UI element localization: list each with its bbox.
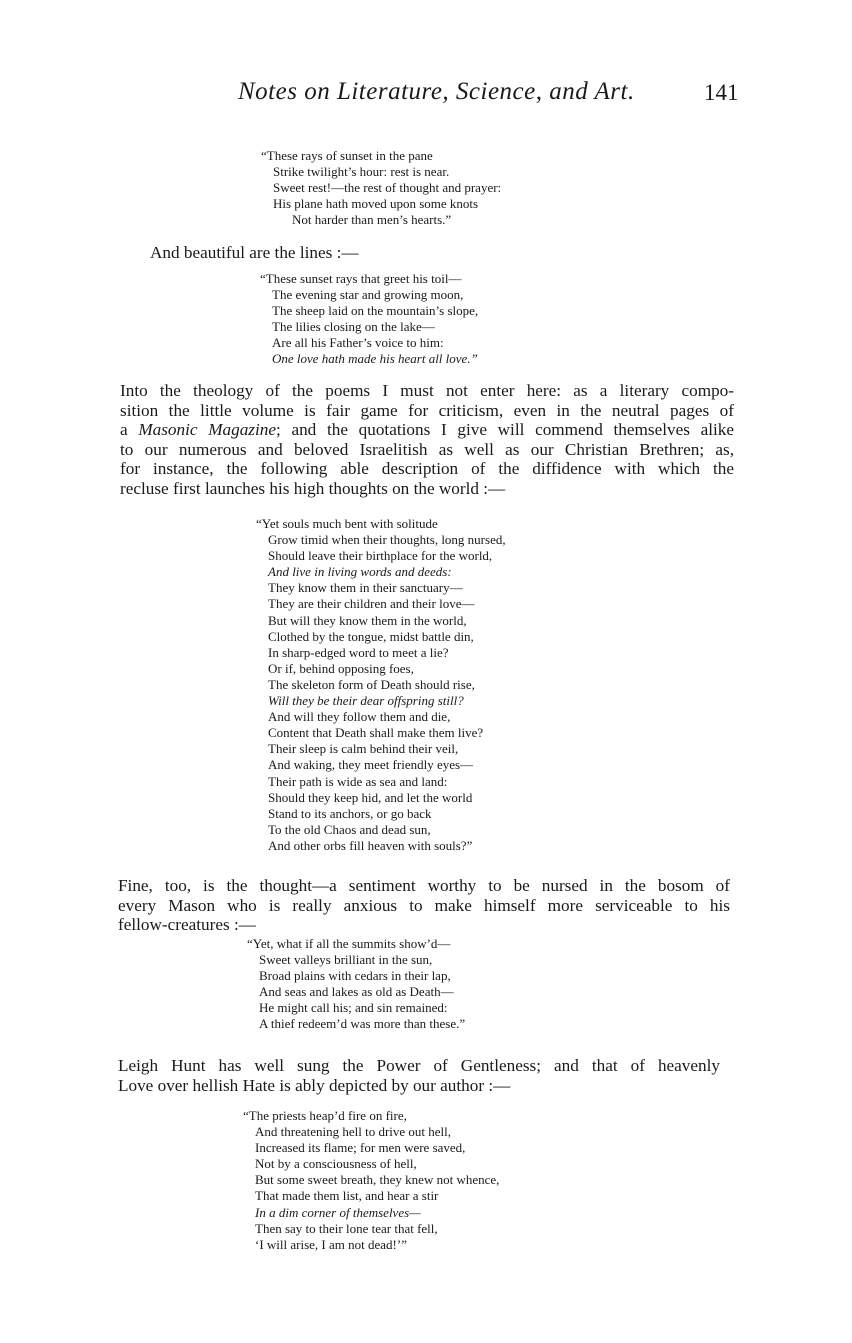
verse-line: He might call his; and sin remained: [259,1000,448,1016]
prose-line: Leigh Hunt has well sung the Power of Gentleness; and that of heavenly [118,1056,720,1075]
verse-line: One love hath made his heart all love.” [272,351,478,367]
verse-line: And seas and lakes as old as Death— [259,984,454,1000]
verse-line: Or if, behind opposing foes, [268,660,414,676]
verse-line: And threatening hell to drive out hell, [255,1124,452,1140]
prose-line: every Mason who is really anxious to make himself more serviceable to his [118,895,730,915]
verse-quote-2 [260,271,478,368]
verse-line: But will they know them in the world, [268,612,467,628]
verse-line: Sweet valleys brilliant in the sun, [259,952,433,968]
verse-line: “These rays of sunset in the pane [261,148,433,163]
verse-line: Should leave their birthplace for the world, [268,548,493,564]
verse-line: And live in living words and deeds: [268,564,452,580]
prose-line: Into the theology of the poems I must not enter here: as a literary compo- [120,381,734,400]
verse-line: Should they keep hid, and let the world [268,789,473,805]
verse-line: Their path is wide as sea and land: [268,773,448,789]
verse-line: And will they follow them and die, [268,709,451,725]
verse-line: They are their children and their love— [268,596,475,612]
verse-line: But some sweet breath, they knew not whence, [255,1172,500,1188]
verse-line: Sweet rest!—the rest of thought and prayer: [273,180,502,196]
paragraph-2 [118,876,730,935]
verse-line: ‘I will arise, I am not dead!’” [255,1236,407,1252]
verse-line: They know them in their sanctuary— [268,580,463,596]
verse-line: Clothed by the tongue, midst battle din, [268,628,474,644]
verse-line: “The priests heap’d fire on fire, [243,1108,407,1123]
verse-line: A thief redeem’d was more than these.” [259,1016,466,1032]
paragraph-1 [120,381,734,499]
prose-line: a Masonic Magazine; and the quotations I give will commend themselves alike [120,420,734,440]
prose-line: fellow-creatures :— [118,915,256,935]
verse-line: Not by a consciousness of hell, [255,1156,417,1172]
verse-line: “Yet, what if all the summits show’d— [247,936,451,951]
verse-line: And other orbs fill heaven with souls?” [268,837,473,853]
verse-line: Increased its flame; for men were saved, [255,1140,466,1156]
verse-line: That made them list, and hear a stir [255,1188,439,1204]
prose-line: Love over hellish Hate is ably depicted by our author :— [118,1075,511,1095]
prose-line: sition the little volume is fair game for criticism, even in the neutral pages of [120,400,734,420]
verse-line: Are all his Father’s voice to him: [272,335,444,351]
verse-line: The lilies closing on the lake— [272,319,435,335]
verse-line: Not harder than men’s hearts.” [292,212,452,228]
verse-line: Then say to their lone tear that fell, [255,1220,438,1236]
verse-quote-1 [261,148,501,228]
running-title: Notes on Literature, Science, and Art. [238,78,635,105]
prose-line: Fine, too, is the thought—a sentiment worthy to be nursed in the bosom of [118,876,730,895]
verse-line: Strike twilight’s hour: rest is near. [273,164,450,180]
intro-line: And beautiful are the lines :— [150,243,359,262]
verse-line: And waking, they meet friendly eyes— [268,757,474,773]
verse-line: The evening star and growing moon, [272,287,464,303]
verse-line: Stand to its anchors, or go back [268,805,432,821]
verse-quote-4 [247,936,465,1033]
prose-line: recluse first launches his high thoughts on the world :— [120,478,506,498]
magazine-title: Masonic Magazine [138,420,276,440]
verse-line: The skeleton form of Death should rise, [268,676,475,692]
verse-quote-3 [256,516,506,854]
verse-line: In sharp-edged word to meet a lie? [268,644,449,660]
verse-line: Broad plains with cedars in their lap, [259,968,451,984]
verse-line: “These sunset rays that greet his toil— [260,271,462,286]
verse-line: “Yet souls much bent with solitude [256,516,438,531]
verse-line: Will they be their dear offspring still? [268,693,464,709]
paragraph-3 [118,1056,720,1095]
verse-line: Grow timid when their thoughts, long nursed, [268,532,506,548]
verse-line: Their sleep is calm behind their veil, [268,741,459,757]
prose-line: to our numerous and beloved Israelitish as well as our Christian Brethren; as, [120,439,734,459]
page-number: 141 [704,80,739,105]
verse-line: His plane hath moved upon some knots [273,196,479,212]
verse-line: Content that Death shall make them live? [268,725,484,741]
verse-line: In a dim corner of themselves— [255,1204,421,1220]
prose-line: for instance, the following able description of the diffidence with which the [120,459,734,479]
verse-line: The sheep laid on the mountain’s slope, [272,303,479,319]
verse-quote-5 [243,1108,499,1253]
verse-line: To the old Chaos and dead sun, [268,821,431,837]
